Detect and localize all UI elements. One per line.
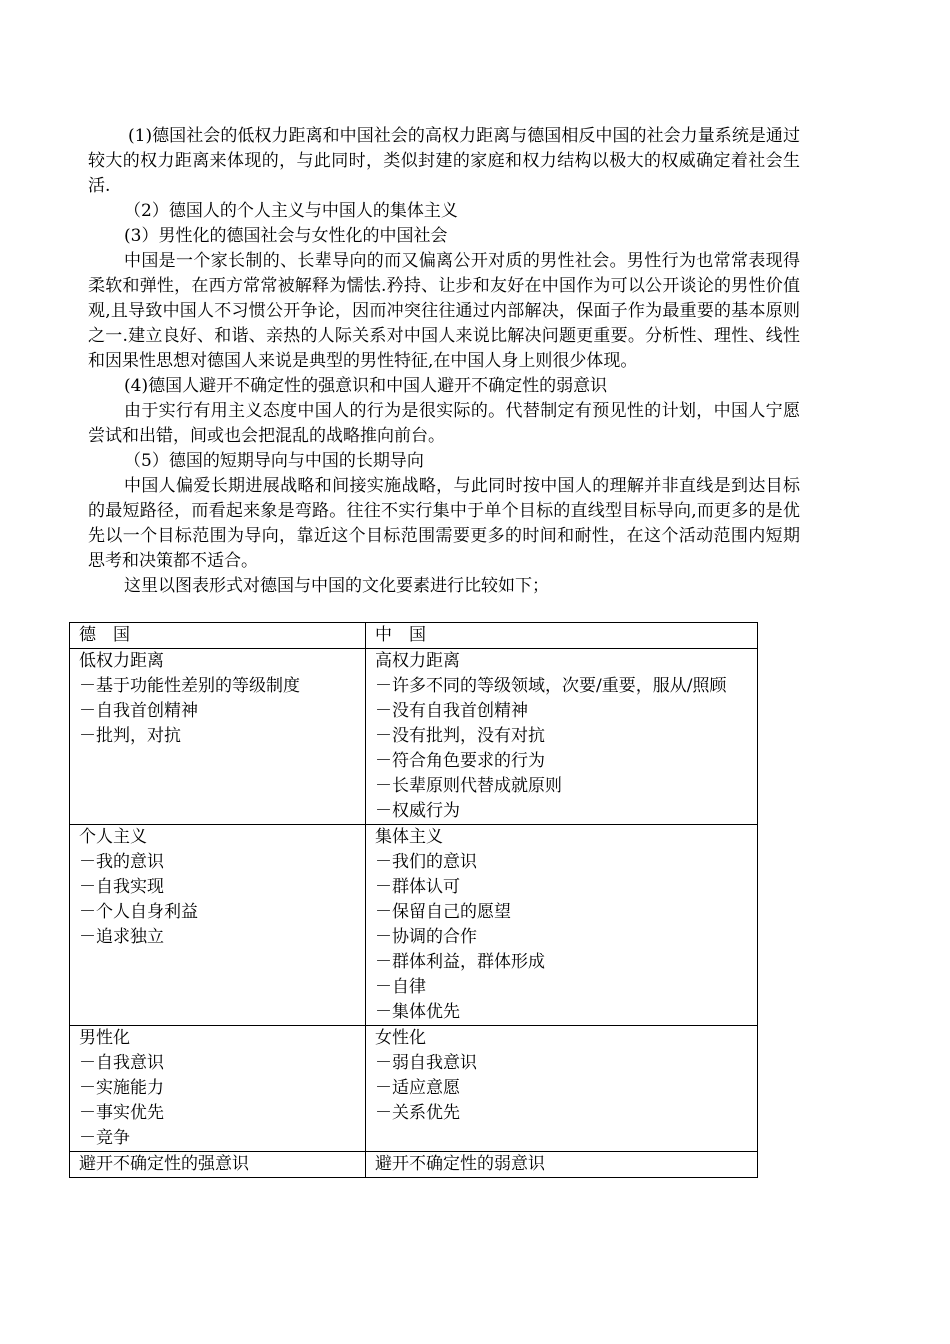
cell-line: －基于功能性差别的等级制度 <box>79 676 300 696</box>
paragraph-power-distance: (1)德国社会的低权力距离和中国社会的高权力距离与德国相反中国的社会力量系统是通过较大的权力距离来体现的，与此同时，类似封建的家庭和权力结构以极大的权威确定着社会生活. <box>88 126 800 196</box>
cell-line: 男性化 <box>79 1028 130 1048</box>
cell-line: －保留自己的愿望 <box>375 902 511 922</box>
header-china: 中 国 <box>366 623 758 649</box>
heading-individualism: （2）德国人的个人主义与中国人的集体主义 <box>124 201 458 221</box>
cell-line: 高权力距离 <box>375 651 460 671</box>
cell-line: －集体优先 <box>375 1002 460 1022</box>
cell-china <box>366 1026 758 1152</box>
table-row-individualism <box>70 825 758 1026</box>
document-body <box>88 124 800 599</box>
heading-orientation: （5）德国的短期导向与中国的长期导向 <box>124 451 424 471</box>
table-row-power-distance <box>70 649 758 825</box>
cell-line: －符合角色要求的行为 <box>375 751 545 771</box>
cell-china <box>366 649 758 825</box>
cell-germany <box>70 1152 366 1178</box>
cell-line: －事实优先 <box>79 1103 164 1123</box>
cell-line: 女性化 <box>375 1028 426 1048</box>
cell-line: －我的意识 <box>79 852 164 872</box>
paragraph-orientation: 中国人偏爱长期进展战略和间接实施战略，与此同时按中国人的理解并非直线是到达目标的最短路径，而看起来象是弯路。往往不实行集中于单个目标的直线型目标导向,而更多的是优先以一个目标范围为导向，靠近这个目标范围需要更多的时间和耐性，在这个活动范围内短期思考和决策都不适合。 <box>88 476 800 571</box>
paragraph-masculinity: 中国是一个家长制的、长辈导向的而又偏离公开对质的男性社会。男性行为也常常表现得柔软和弹性，在西方常常被解释为懦怯.矜持、让步和友好在中国作为可以公开谈论的男性价值观,且导致中国人不习惯公开争论，因而冲突往往通过内部解决，保面子作为最重要的基本原则之一.建立良好、和谐、亲热的人际关系对中国人来说比解决问题更重要。分析性、理性、线性和因果性思想对德国人来说是典型的男性特征,在中国人身上则很少体现。 <box>88 251 800 371</box>
cell-china <box>366 825 758 1026</box>
table-row-masculinity <box>70 1026 758 1152</box>
cell-line: －弱自我意识 <box>375 1053 477 1073</box>
cell-line: －协调的合作 <box>375 927 477 947</box>
cell-line: －关系优先 <box>375 1103 460 1123</box>
cell-germany <box>70 1026 366 1152</box>
table-header-row <box>70 623 758 649</box>
heading-masculinity: (3）男性化的德国社会与女性化的中国社会 <box>124 226 448 246</box>
cell-line: －实施能力 <box>79 1078 164 1098</box>
cell-line: 避开不确定性的强意识 <box>79 1154 249 1174</box>
cell-line: －我们的意识 <box>375 852 477 872</box>
cell-line: －群体利益，群体形成 <box>375 952 545 972</box>
cell-line: －没有自我首创精神 <box>375 701 528 721</box>
cell-line: －没有批判，没有对抗 <box>375 726 545 746</box>
cell-line: －自我首创精神 <box>79 701 198 721</box>
table-row-uncertainty <box>70 1152 758 1178</box>
header-germany: 德 国 <box>70 623 366 649</box>
cell-germany <box>70 825 366 1026</box>
table-intro: 这里以图表形式对德国与中国的文化要素进行比较如下； <box>124 576 549 596</box>
cell-line: 低权力距离 <box>79 651 164 671</box>
comparison-table <box>69 622 758 1178</box>
cell-line: －自我意识 <box>79 1053 164 1073</box>
heading-uncertainty-avoidance: (4)德国人避开不确定性的强意识和中国人避开不确定性的弱意识 <box>124 376 608 396</box>
cell-line: 个人主义 <box>79 827 147 847</box>
cell-line: －自我实现 <box>79 877 164 897</box>
cell-line: －适应意愿 <box>375 1078 460 1098</box>
cell-line: 避开不确定性的弱意识 <box>375 1154 545 1174</box>
cell-line: －竞争 <box>79 1128 130 1148</box>
cell-line: －长辈原则代替成就原则 <box>375 776 562 796</box>
cell-line: －追求独立 <box>79 927 164 947</box>
cell-germany <box>70 649 366 825</box>
cell-china <box>366 1152 758 1178</box>
cell-line: －批判，对抗 <box>79 726 181 746</box>
cell-line: －自律 <box>375 977 426 997</box>
cell-line: 集体主义 <box>375 827 443 847</box>
cell-line: －许多不同的等级领域，次要/重要，服从/照顾 <box>375 676 727 696</box>
cell-line: －个人自身利益 <box>79 902 198 922</box>
cell-line: －权威行为 <box>375 801 460 821</box>
cell-line: －群体认可 <box>375 877 460 897</box>
paragraph-uncertainty-avoidance: 由于实行有用主义态度中国人的行为是很实际的。代替制定有预见性的计划，中国人宁愿尝试和出错，间或也会把混乱的战略推向前台。 <box>88 401 800 446</box>
